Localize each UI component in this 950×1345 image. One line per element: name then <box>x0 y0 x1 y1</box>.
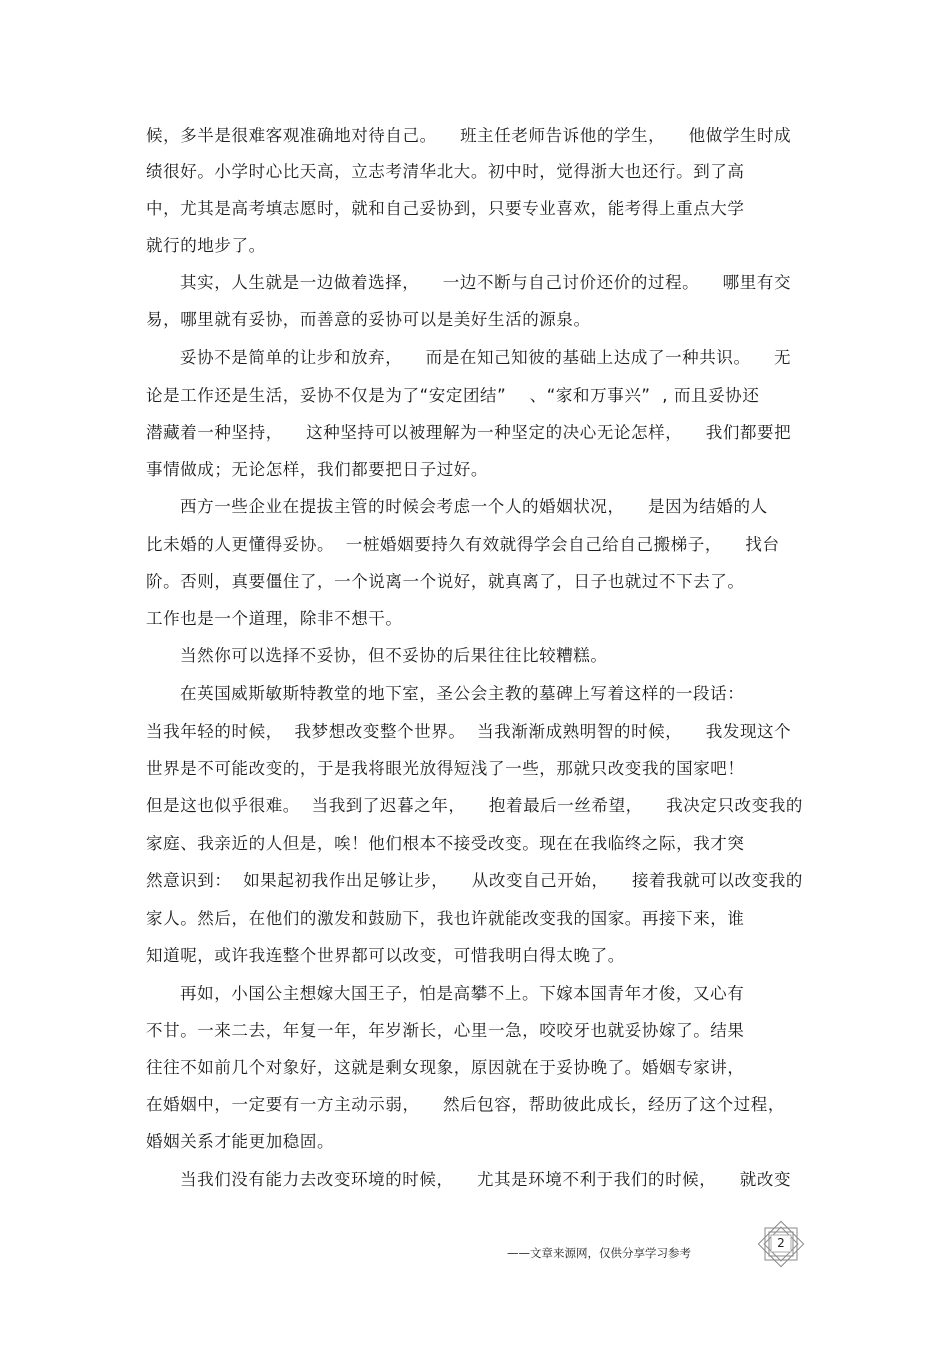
paragraph-line: 家庭、我亲近的人但是，唉！他们根本不接受改变。现在在我临终之际，我才突 <box>146 834 745 853</box>
paragraph-line: 当我们没有能力去改变环境的时候， 尤其是环境不利于我们的时候， 就改变 <box>180 1170 792 1189</box>
paragraph-line: 工作也是一个道理，除非不想干。 <box>146 609 403 628</box>
paragraph-line: 妥协不是简单的让步和放弃， 而是在知己知彼的基础上达成了一种共识。 无 <box>180 348 792 367</box>
paragraph-line: 家人。然后，在他们的激发和鼓励下，我也许就能改变我的国家。再接下来，谁 <box>146 909 745 928</box>
paragraph-line: 当我年轻的时候， 我梦想改变整个世界。 当我渐渐成熟明智的时候， 我发现这个 <box>146 722 792 741</box>
footer-source-text: ——文章来源网，仅供分享学习参考 <box>507 1246 691 1260</box>
paragraph-line: 论是工作还是生活，妥协不仅是为了“安定团结” 、“家和万事兴” , 而且妥协还 <box>146 386 760 405</box>
paragraph-line: 当然你可以选择不妥协，但不妥协的后果往往比较糟糕。 <box>180 646 608 665</box>
paragraph-line: 易，哪里就有妥协，而善意的妥协可以是美好生活的源泉。 <box>146 310 591 329</box>
paragraph-line: 世界是不可能改变的，于是我将眼光放得短浅了一些，那就只改变我的国家吧！ <box>146 759 745 778</box>
paragraph-line: 往往不如前几个对象好，这就是剩女现象，原因就在于妥协晚了。婚姻专家讲， <box>146 1058 745 1077</box>
paragraph-line: 就行的地步了。 <box>146 236 266 255</box>
paragraph-line: 比未婚的人更懂得妥协。 一桩婚姻要持久有效就得学会自己给自己搬梯子， 找台 <box>146 535 780 554</box>
paragraph-line: 在婚姻中，一定要有一方主动示弱， 然后包容，帮助彼此成长，经历了这个过程， <box>146 1095 785 1114</box>
paragraph-line: 在英国威斯敏斯特教堂的地下室，圣公会主教的墓碑上写着这样的一段话： <box>180 684 745 703</box>
paragraph-line: 事情做成；无论怎样，我们都要把日子过好。 <box>146 460 488 479</box>
paragraph-line: 再如，小国公主想嫁大国王子，怕是高攀不上。下嫁本国青年才俊，又心有 <box>180 984 745 1003</box>
paragraph-line: 阶。否则，真要僵住了，一个说离一个说好，就真离了，日子也就过不下去了。 <box>146 572 745 591</box>
paragraph-line: 其实，人生就是一边做着选择， 一边不断与自己讨价还价的过程。 哪里有交 <box>180 273 792 292</box>
paragraph-line: 婚姻关系才能更加稳固。 <box>146 1132 335 1151</box>
paragraph-line: 西方一些企业在提拔主管的时候会考虑一个人的婚姻状况， 是因为结婚的人 <box>180 497 768 516</box>
paragraph-line: 中，尤其是高考填志愿时，就和自己妥协到，只要专业喜欢，能考得上重点大学 <box>146 199 745 218</box>
paragraph-line: 但是这也似乎很难。 当我到了迟暮之年， 抱着最后一丝希望， 我决定只改变我的 <box>146 796 803 815</box>
page-number: 2 <box>777 1236 785 1250</box>
paragraph-line: 候，多半是很难客观准确地对待自己。 班主任老师告诉他的学生， 他做学生时成 <box>146 126 792 145</box>
paragraph-line: 不甘。一来二去，年复一年，年岁渐长，心里一急，咬咬牙也就妥协嫁了。结果 <box>146 1021 745 1040</box>
paragraph-line: 绩很好。小学时心比天高，立志考清华北大。初中时，觉得浙大也还行。到了高 <box>146 162 745 181</box>
paragraph-line: 知道呢，或许我连整个世界都可以改变，可惜我明白得太晚了。 <box>146 946 625 965</box>
paragraph-line: 潜藏着一种坚持， 这种坚持可以被理解为一种坚定的决心无论怎样， 我们都要把 <box>146 423 792 442</box>
paragraph-line: 然意识到： 如果起初我作出足够让步， 从改变自己开始， 接着我就可以改变我的 <box>146 871 803 890</box>
